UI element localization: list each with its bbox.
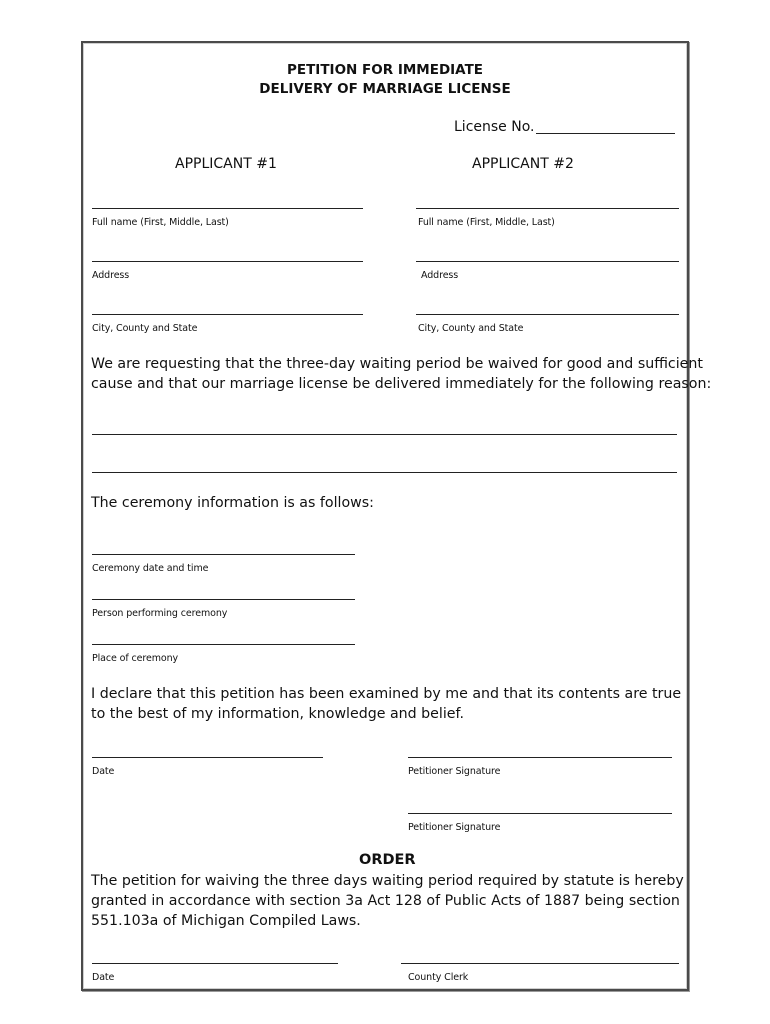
order-date-label: Date [92,972,115,983]
ceremony-intro: The ceremony information is as follows: [91,495,374,511]
applicant2-address-field[interactable] [416,261,679,262]
applicant2-city-field[interactable] [416,314,679,315]
applicant1-address-field[interactable] [92,261,363,262]
declaration-date-field[interactable] [92,757,323,758]
declaration-date-label: Date [92,766,115,777]
petitioner-signature-label-1: Petitioner Signature [408,766,501,777]
form-title-line1: PETITION FOR IMMEDIATE [286,62,484,78]
order-line2: granted in accordance with section 3a Act 128 of Public Acts of 1887 being section [91,893,680,909]
license-number-field[interactable] [536,133,675,134]
order-date-field[interactable] [92,963,338,964]
petitioner-signature-field-2[interactable] [408,813,672,814]
form-title-line2: DELIVERY OF MARRIAGE LICENSE [259,81,511,97]
ceremony-date-time-field[interactable] [92,554,355,555]
petition-form [81,41,712,991]
applicant2-city-label: City, County and State [418,323,524,334]
declaration-line1: I declare that this petition has been examined by me and that its contents are true [91,686,682,702]
license-number-label: License No. [454,119,535,135]
ceremony-place-label: Place of ceremony [92,653,179,664]
applicant1-city-field[interactable] [92,314,363,315]
ceremony-performer-field[interactable] [92,599,355,600]
petitioner-signature-field-1[interactable] [408,757,672,758]
applicant1-full-name-label: Full name (First, Middle, Last) [92,217,229,228]
applicant1-city-label: City, County and State [92,323,198,334]
county-clerk-label: County Clerk [408,972,469,983]
order-line3: 551.103a of Michigan Compiled Laws. [91,913,361,929]
petitioner-signature-label-2: Petitioner Signature [408,822,501,833]
ceremony-performer-label: Person performing ceremony [92,608,228,619]
county-clerk-signature-field[interactable] [401,963,679,964]
applicant1-full-name-field[interactable] [92,208,363,209]
reason-field-line2[interactable] [92,472,677,473]
order-line1: The petition for waiving the three days waiting period required by statute is hereby [91,873,684,889]
reason-field-line1[interactable] [92,434,677,435]
applicant2-full-name-label: Full name (First, Middle, Last) [418,217,555,228]
ceremony-place-field[interactable] [92,644,355,645]
order-heading: ORDER [359,852,416,868]
applicant1-heading: APPLICANT #1 [175,156,277,172]
ceremony-date-time-label: Ceremony date and time [92,563,209,574]
applicant1-address-label: Address [92,270,130,281]
request-line2: cause and that our marriage license be delivered immediately for the following reason: [91,376,712,392]
applicant2-address-label: Address [421,270,459,281]
request-line1: We are requesting that the three-day waiting period be waived for good and sufficient [91,356,703,372]
declaration-line2: to the best of my information, knowledge and belief. [91,706,464,722]
applicant2-full-name-field[interactable] [416,208,679,209]
applicant2-heading: APPLICANT #2 [472,156,574,172]
